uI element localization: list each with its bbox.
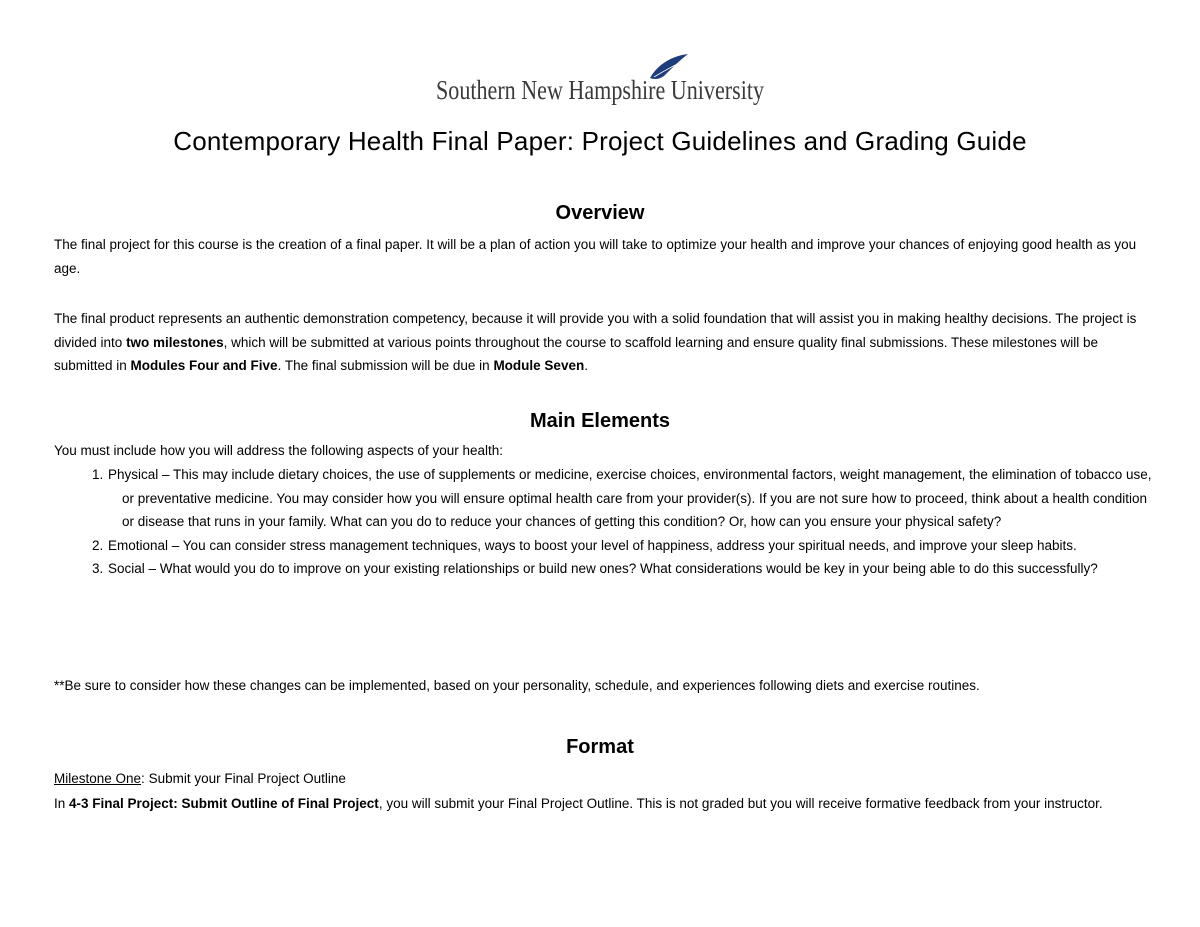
university-logo [436,52,776,108]
format-heading: Format [566,736,634,758]
list-item [54,557,1154,581]
milestone-one-line: Milestone One: Submit your Final Project Outline [54,771,346,786]
document-title: Contemporary Health Final Paper: Project Guidelines and Grading Guide [173,126,1027,156]
overview-heading: Overview [555,202,645,224]
overview-paragraph-2: The final product represents an authentic demonstration competency, because it will provide you with a solid foundation that will assist you in making healthy decisions. The project is divided into two milestones, which will be submitted at various points throughout the course to scaffold learning and ensure quality final submissions. These milestones will be submitted in Modules Four and Five. The final submission will be due in Module Seven. [54,311,1137,373]
list-item-text: Social – What would you do to improve on your existing relationships or build new ones? What considerations would be key in your being able to do this successfully? [108,561,1098,576]
milestone-one-label: Milestone One [54,771,142,786]
list-item-number: 1. [92,467,104,482]
main-elements-heading: Main Elements [529,410,671,432]
health-aspects-list [54,463,1154,581]
main-elements-intro: You must include how you will address the following aspects of your health: [54,443,504,458]
format-paragraph: In 4-3 Final Project: Submit Outline of Final Project, you will submit your Final Project Outline. This is not graded but you will receive formative feedback from your instructor. [54,796,1103,811]
overview-paragraph-1: The final project for this course is the creation of a final paper. It will be a plan of action you will take to optimize your health and improve your chances of enjoying good health as you age. [54,237,1137,276]
list-item-number: 2. [92,537,104,553]
list-item [54,534,1154,558]
main-elements-note: **Be sure to consider how these changes can be implemented, based on your personality, schedule, and experiences following diets and exercise routines. [54,678,980,693]
list-item-text: Physical – This may include dietary choices, the use of supplements or medicine, exercise choices, environmental factors, weight management, the elimination of tobacco use, or preventative medicine. You may consider how you will ensure optimal health care from your provider(s). If you are not sure how to proceed, think about a health condition or disease that runs in your family. What can you do to reduce your chances of getting this condition? Or, how can you ensure your physical safety? [108,467,1152,529]
list-item-text: Emotional – You can consider stress management techniques, ways to boost your level of happiness, address your spiritual needs, and improve your sleep habits. [108,537,1077,553]
institution-name: Southern New Hampshire University [436,75,765,105]
list-item-number: 3. [92,561,104,576]
list-item [54,463,1154,534]
